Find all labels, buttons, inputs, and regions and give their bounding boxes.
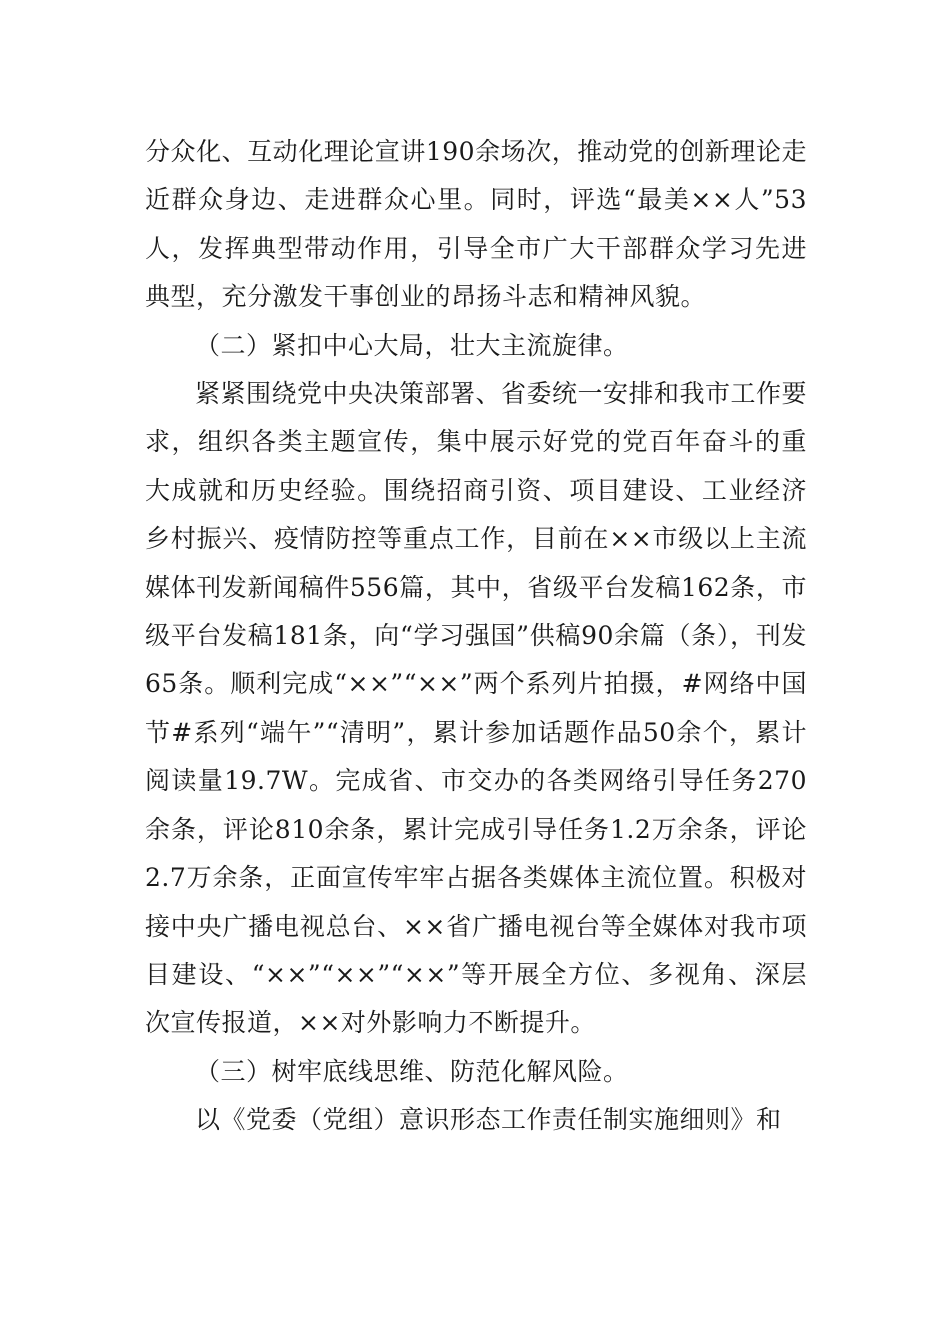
document-body	[145, 128, 807, 1145]
paragraph-continuation: 分众化、互动化理论宣讲190余场次，推动党的创新理论走近群众身边、走进群众心里。同时，评选“最美××人”53人，发挥典型带动作用，引导全市广大干部群众学习先进典型，充分激发干事创业的昂扬斗志和精神风貌。	[145, 137, 807, 312]
section-heading-3: （三）树牢底线思维、防范化解风险。	[195, 1056, 629, 1086]
paragraph-risk-prevention: 以《党委（党组）意识形态工作责任制实施细则》和	[195, 1105, 782, 1135]
paragraph-main-theme: 紧紧围绕党中央决策部署、省委统一安排和我市工作要求，组织各类主题宣传，集中展示好党的党百年奋斗的重大成就和历史经验。围绕招商引资、项目建设、工业经济乡村振兴、疫情防控等重点工作，目前在××市级以上主流媒体刊发新闻稿件556篇，其中，省级平台发稿162条，市级平台发稿181条，向“学习强国”供稿90余篇（条），刊发65条。顺利完成“××”“××”两个系列片拍摄，#网络中国节#系列“端午”“清明”，累计参加话题作品50余个，累计阅读量19.7W。完成省、市交办的各类网络引导任务270余条，评论810余条，累计完成引导任务1.2万余条，评论2.7万余条，正面宣传牢牢占据各类媒体主流位置。积极对接中央广播电视总台、××省广播电视台等全媒体对我市项目建设、“××”“××”“××”等开展全方位、多视角、深层次宣传报道，××对外影响力不断提升。	[145, 379, 808, 1038]
section-heading-2: （二）紧扣中心大局，壮大主流旋律。	[195, 330, 629, 360]
